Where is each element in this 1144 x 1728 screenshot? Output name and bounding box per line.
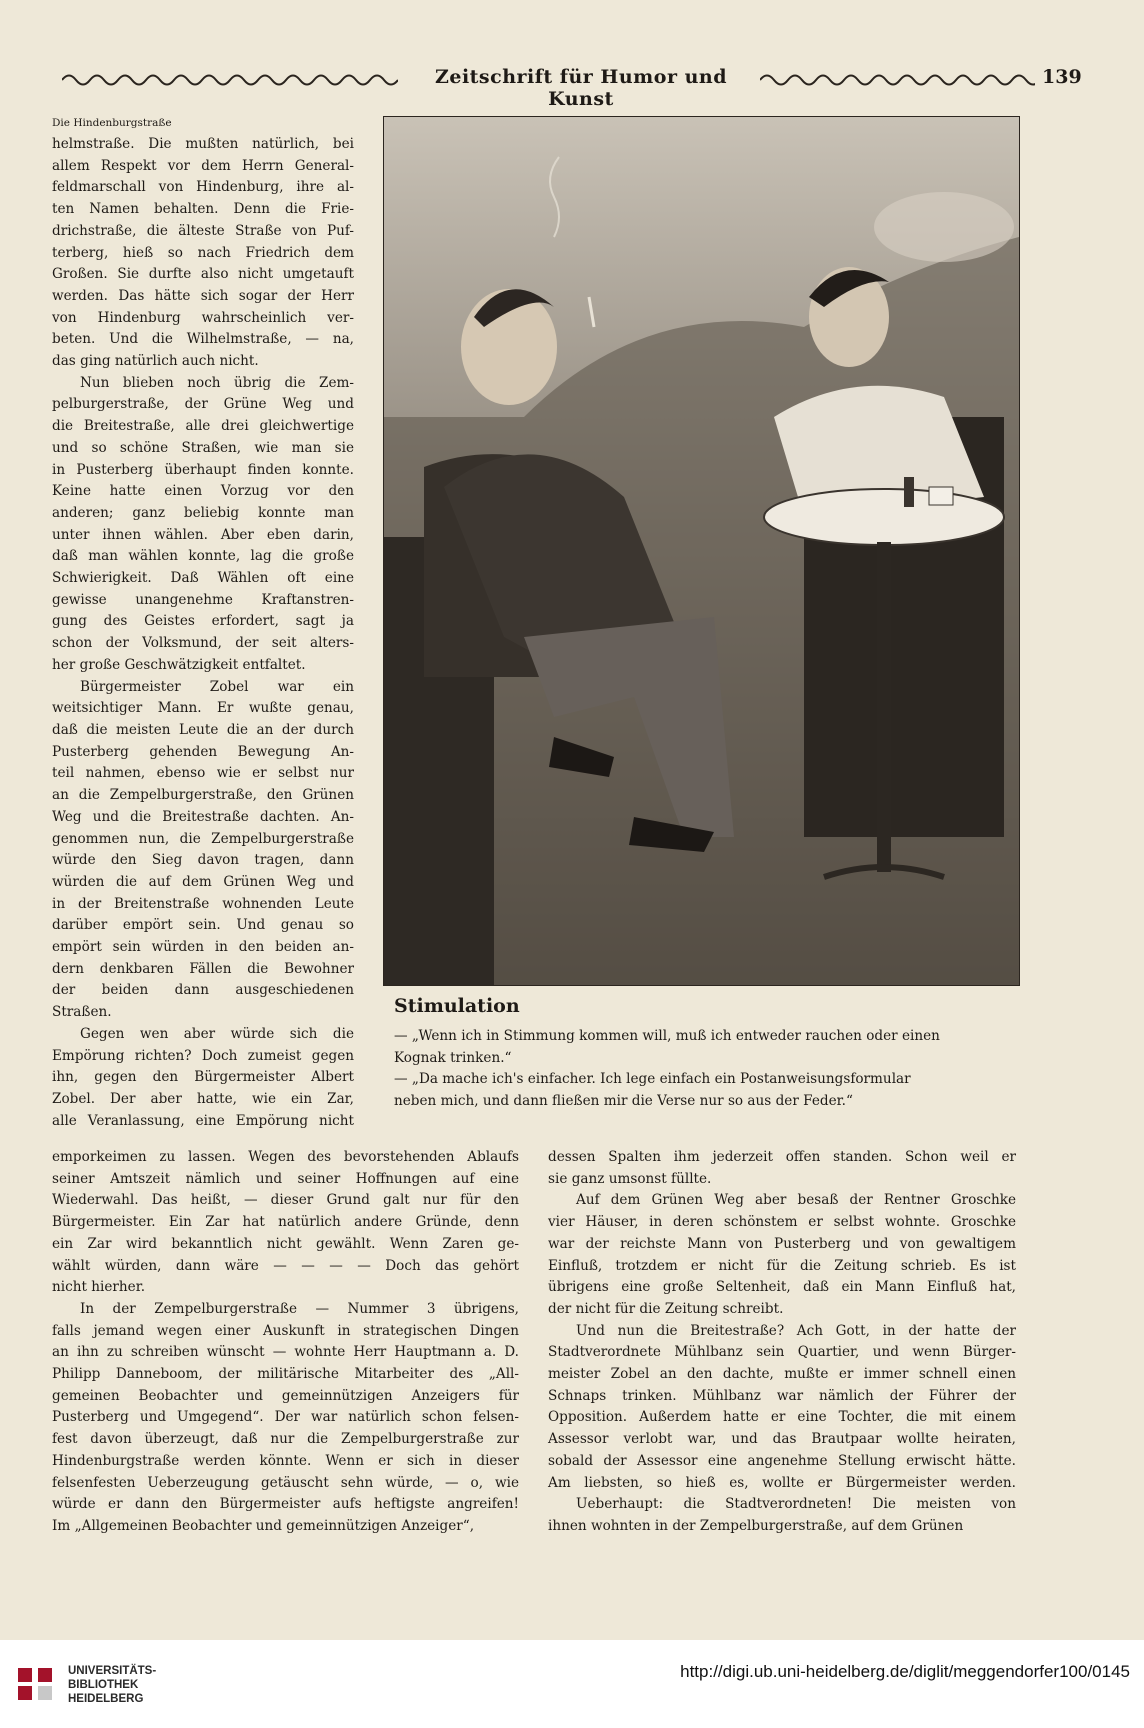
- text-line: feldmarschall von Hindenburg, ihre al-: [52, 179, 354, 196]
- text-line: weitsichtiger Mann. Er wußte genau,: [52, 700, 354, 717]
- text-line: fest davon überzeugt, daß nur die Zempelburgerstraße zur: [52, 1431, 519, 1448]
- caption-line: Kognak trinken.“: [394, 1049, 512, 1066]
- text-line: Gegen wen aber würde sich die: [80, 1025, 354, 1042]
- footer-bar: [0, 1640, 1144, 1728]
- text-line: Bürgermeister Zobel war ein: [80, 678, 354, 695]
- text-line: sie ganz umsonst füllte.: [548, 1170, 712, 1187]
- journal-title: Zeitschrift für Humor und Kunst: [434, 66, 728, 110]
- left-text-column: [52, 116, 354, 1132]
- left-header-ornament: [62, 72, 398, 88]
- text-line: helmstraße. Die mußten natürlich, bei: [52, 136, 354, 152]
- text-line: vier Häuser, in deren schönstem er selbst wohnte. Groschke: [548, 1214, 1016, 1231]
- illustration-caption: [394, 1026, 1018, 1113]
- text-line: Bürgermeister. Ein Zar hat natürlich andere Gründe, denn: [52, 1214, 519, 1231]
- page-number: 139: [1042, 66, 1082, 88]
- text-line: meister Zobel an den dachte, mußte er immer schnell einen: [548, 1366, 1016, 1383]
- text-line: übrigens eine große Seltenheit, daß ein Mann Einfluß hat,: [548, 1279, 1016, 1296]
- text-line: Wiederwahl. Das heißt, — dieser Grund galt nur für den: [52, 1192, 519, 1209]
- text-line: die Breitestraße, alle drei gleichwertige: [52, 418, 354, 435]
- text-line: Straßen.: [52, 1004, 112, 1021]
- text-line: Stadtverordnete Mühlbanz sein Quartier, und wenn Bürger-: [548, 1344, 1016, 1361]
- library-name-line2: BIBLIOTHEK: [68, 1679, 139, 1691]
- text-line: von Hindenburg wahrscheinlich ver-: [52, 309, 354, 326]
- text-line: Und nun die Breitestraße? Ach Gott, in der hatte der: [576, 1322, 1016, 1339]
- text-line: Im „Allgemeinen Beobachter und gemeinnützigen Anzeiger“,: [52, 1517, 475, 1534]
- text-line: Weg und die Breitestraße dachten. An-: [52, 808, 354, 825]
- text-line: daß die meisten Leute die an der durch: [52, 721, 354, 738]
- library-name-line1: UNIVERSITÄTS-: [68, 1665, 157, 1677]
- text-line: ten Namen behalten. Denn die Frie-: [52, 201, 354, 218]
- text-line: und so schöne Straßen, wie man sie: [52, 439, 354, 456]
- text-line: würden die auf dem Grünen Weg und: [52, 873, 354, 890]
- right-header-ornament: [760, 72, 1035, 88]
- text-line: sobald der Assessor eine angenehme Stellung erwischt hätte.: [548, 1452, 1016, 1469]
- text-line: gemeinen Beobachter und gemeinnützigen Anzeigers für: [52, 1387, 519, 1404]
- illustration-title: Stimulation: [394, 995, 520, 1017]
- text-line: in der Breitenstraße wohnenden Leute: [52, 895, 354, 912]
- text-line: Einfluß, trotzdem er nicht für die Zeitung schrieb. Es ist: [548, 1257, 1016, 1274]
- text-line: Am liebsten, so hieß es, wollte er Bürgermeister werden.: [548, 1474, 1016, 1491]
- library-name: [68, 1664, 156, 1706]
- text-line: darüber empört sein. Und genau so: [52, 917, 354, 934]
- text-line: teil nahmen, ebenso wie er selbst nur: [52, 765, 354, 782]
- running-head: Die Hindenburgstraße: [52, 117, 172, 129]
- text-line: werden. Das hätte sich sogar der Herr: [52, 287, 354, 304]
- library-name-line3: HEIDELBERG: [68, 1693, 144, 1705]
- text-line: gewisse unangenehme Kraftanstren-: [52, 591, 354, 608]
- text-line: genommen nun, die Zempelburgerstraße: [52, 830, 354, 847]
- text-line: daß man wählen konnte, lag die große: [52, 548, 354, 565]
- left-column-lines: [52, 134, 354, 1132]
- text-line: schon der Volksmund, der seit alters-: [52, 635, 354, 652]
- text-line: würde den Sieg davon tragen, dann: [52, 852, 354, 869]
- text-line: ihn, gegen den Bürgermeister Albert: [52, 1069, 354, 1086]
- bottom-left-column-lines: [52, 1147, 519, 1538]
- text-line: Opposition. Außerdem hatte er eine Tochter, die mit einem: [548, 1409, 1016, 1426]
- text-line: Assessor verlobt war, und das Brautpaar wollte heiraten,: [548, 1431, 1016, 1448]
- text-line: falls jemand wegen einer Auskunft in strategischen Dingen: [52, 1322, 519, 1339]
- caption-line: neben mich, und dann fließen mir die Verse nur so aus der Feder.“: [394, 1093, 853, 1110]
- text-line: ihnen wohnten in der Zempelburgerstraße, auf dem Grünen: [548, 1517, 964, 1534]
- text-line: beten. Und die Wilhelmstraße, — na,: [52, 331, 354, 348]
- text-line: der beiden dann ausgeschiedenen: [52, 982, 354, 999]
- text-line: terberg, hieß so nach Friedrich dem: [52, 244, 354, 261]
- text-line: gung des Geistes erfordert, sagt ja: [52, 613, 354, 630]
- text-line: nicht hierher.: [52, 1279, 146, 1296]
- caption-line: — „Da mache ich's einfacher. Ich lege einfach ein Postanweisungsformular: [394, 1071, 911, 1088]
- text-line: seiner Amtszeit nämlich und seiner Hoffnungen auf eine: [52, 1170, 519, 1187]
- text-line: an ihn zu schreiben wünscht — wohnte Herr Hauptmann a. D.: [52, 1344, 519, 1361]
- text-line: wählt würden, dann wäre — — — — Doch das gehört: [52, 1257, 519, 1274]
- text-line: Auf dem Grünen Weg aber besaß der Rentner Groschke: [576, 1192, 1016, 1209]
- text-line: Empörung richten? Doch zumeist gegen: [52, 1047, 354, 1064]
- text-line: Nun blieben noch übrig die Zem-: [80, 374, 354, 391]
- page-header: [50, 66, 1082, 110]
- caption-line: — „Wenn ich in Stimmung kommen will, muß ich entweder rauchen oder einen: [394, 1028, 940, 1044]
- university-library-logo-icon: [14, 1660, 62, 1708]
- text-line: Großen. Sie durfte also nicht umgetauft: [52, 266, 354, 283]
- bottom-right-text-column: [548, 1147, 1016, 1538]
- text-line: alle Veranlassung, eine Empörung nicht: [52, 1112, 354, 1129]
- text-line: Hindenburgstraße werden könnte. Wenn er sich in dieser: [52, 1452, 519, 1469]
- illustration-drawing: [384, 117, 1019, 985]
- text-line: Pusterberg und Umgegend“. Der war natürlich schon felsen-: [52, 1409, 519, 1426]
- bottom-left-text-column: [52, 1147, 519, 1538]
- text-line: Keine hatte einen Vorzug vor den: [52, 483, 354, 500]
- text-line: her große Geschwätzigkeit entfaltet.: [52, 656, 306, 673]
- text-line: In der Zempelburgerstraße — Nummer 3 übrigens,: [80, 1300, 519, 1317]
- source-url-link[interactable]: http://digi.ub.uni-heidelberg.de/diglit/meggendorfer100/0145: [680, 1662, 1130, 1681]
- text-line: empört sein würden in den beiden an-: [52, 939, 354, 956]
- text-line: allem Respekt vor dem Herrn General-: [52, 157, 354, 174]
- text-line: in Pusterberg überhaupt finden konnte.: [52, 461, 354, 478]
- text-line: Zobel. Der aber hatte, wie ein Zar,: [52, 1090, 354, 1107]
- text-line: Pusterberg gehenden Bewegung An-: [52, 743, 354, 760]
- bottom-right-column-lines: [548, 1147, 1016, 1538]
- text-line: Schnaps trinken. Mühlbanz war nämlich der Führer der: [548, 1387, 1016, 1404]
- text-line: Schwierigkeit. Daß Wählen oft eine: [52, 570, 354, 587]
- illustration: [383, 116, 1020, 986]
- text-line: ein Zar wird bekanntlich nicht gewählt. Wenn Zaren ge-: [52, 1235, 519, 1252]
- text-line: an die Zempelburgerstraße, den Grünen: [52, 787, 354, 804]
- text-line: drichstraße, die älteste Straße von Puf-: [52, 222, 354, 239]
- text-line: unter ihnen wählen. Aber eben darin,: [52, 526, 354, 543]
- text-line: emporkeimen zu lassen. Wegen des bevorstehenden Ablaufs: [52, 1149, 519, 1165]
- text-line: felsenfesten Ueberzeugung getäuscht sehn würde, — o, wie: [52, 1474, 519, 1491]
- text-line: Ueberhaupt: die Stadtverordneten! Die meisten von: [576, 1496, 1016, 1513]
- text-line: anderen; ganz beliebig konnte man: [52, 504, 354, 521]
- text-line: pelburgerstraße, der Grüne Weg und: [52, 396, 354, 413]
- text-line: würde er dann den Bürgermeister aufs heftigste angreifen!: [52, 1496, 519, 1513]
- text-line: dessen Spalten ihm jederzeit offen standen. Schon weil er: [548, 1149, 1016, 1165]
- text-line: war der reichste Mann von Pusterberg und von gewaltigem: [548, 1235, 1016, 1252]
- text-line: dern denkbaren Fällen die Bewohner: [52, 960, 354, 977]
- text-line: der nicht für die Zeitung schreibt.: [548, 1300, 784, 1317]
- text-line: Philipp Danneboom, der militärische Mitarbeiter des „All-: [52, 1366, 519, 1383]
- text-line: das ging natürlich auch nicht.: [52, 353, 259, 370]
